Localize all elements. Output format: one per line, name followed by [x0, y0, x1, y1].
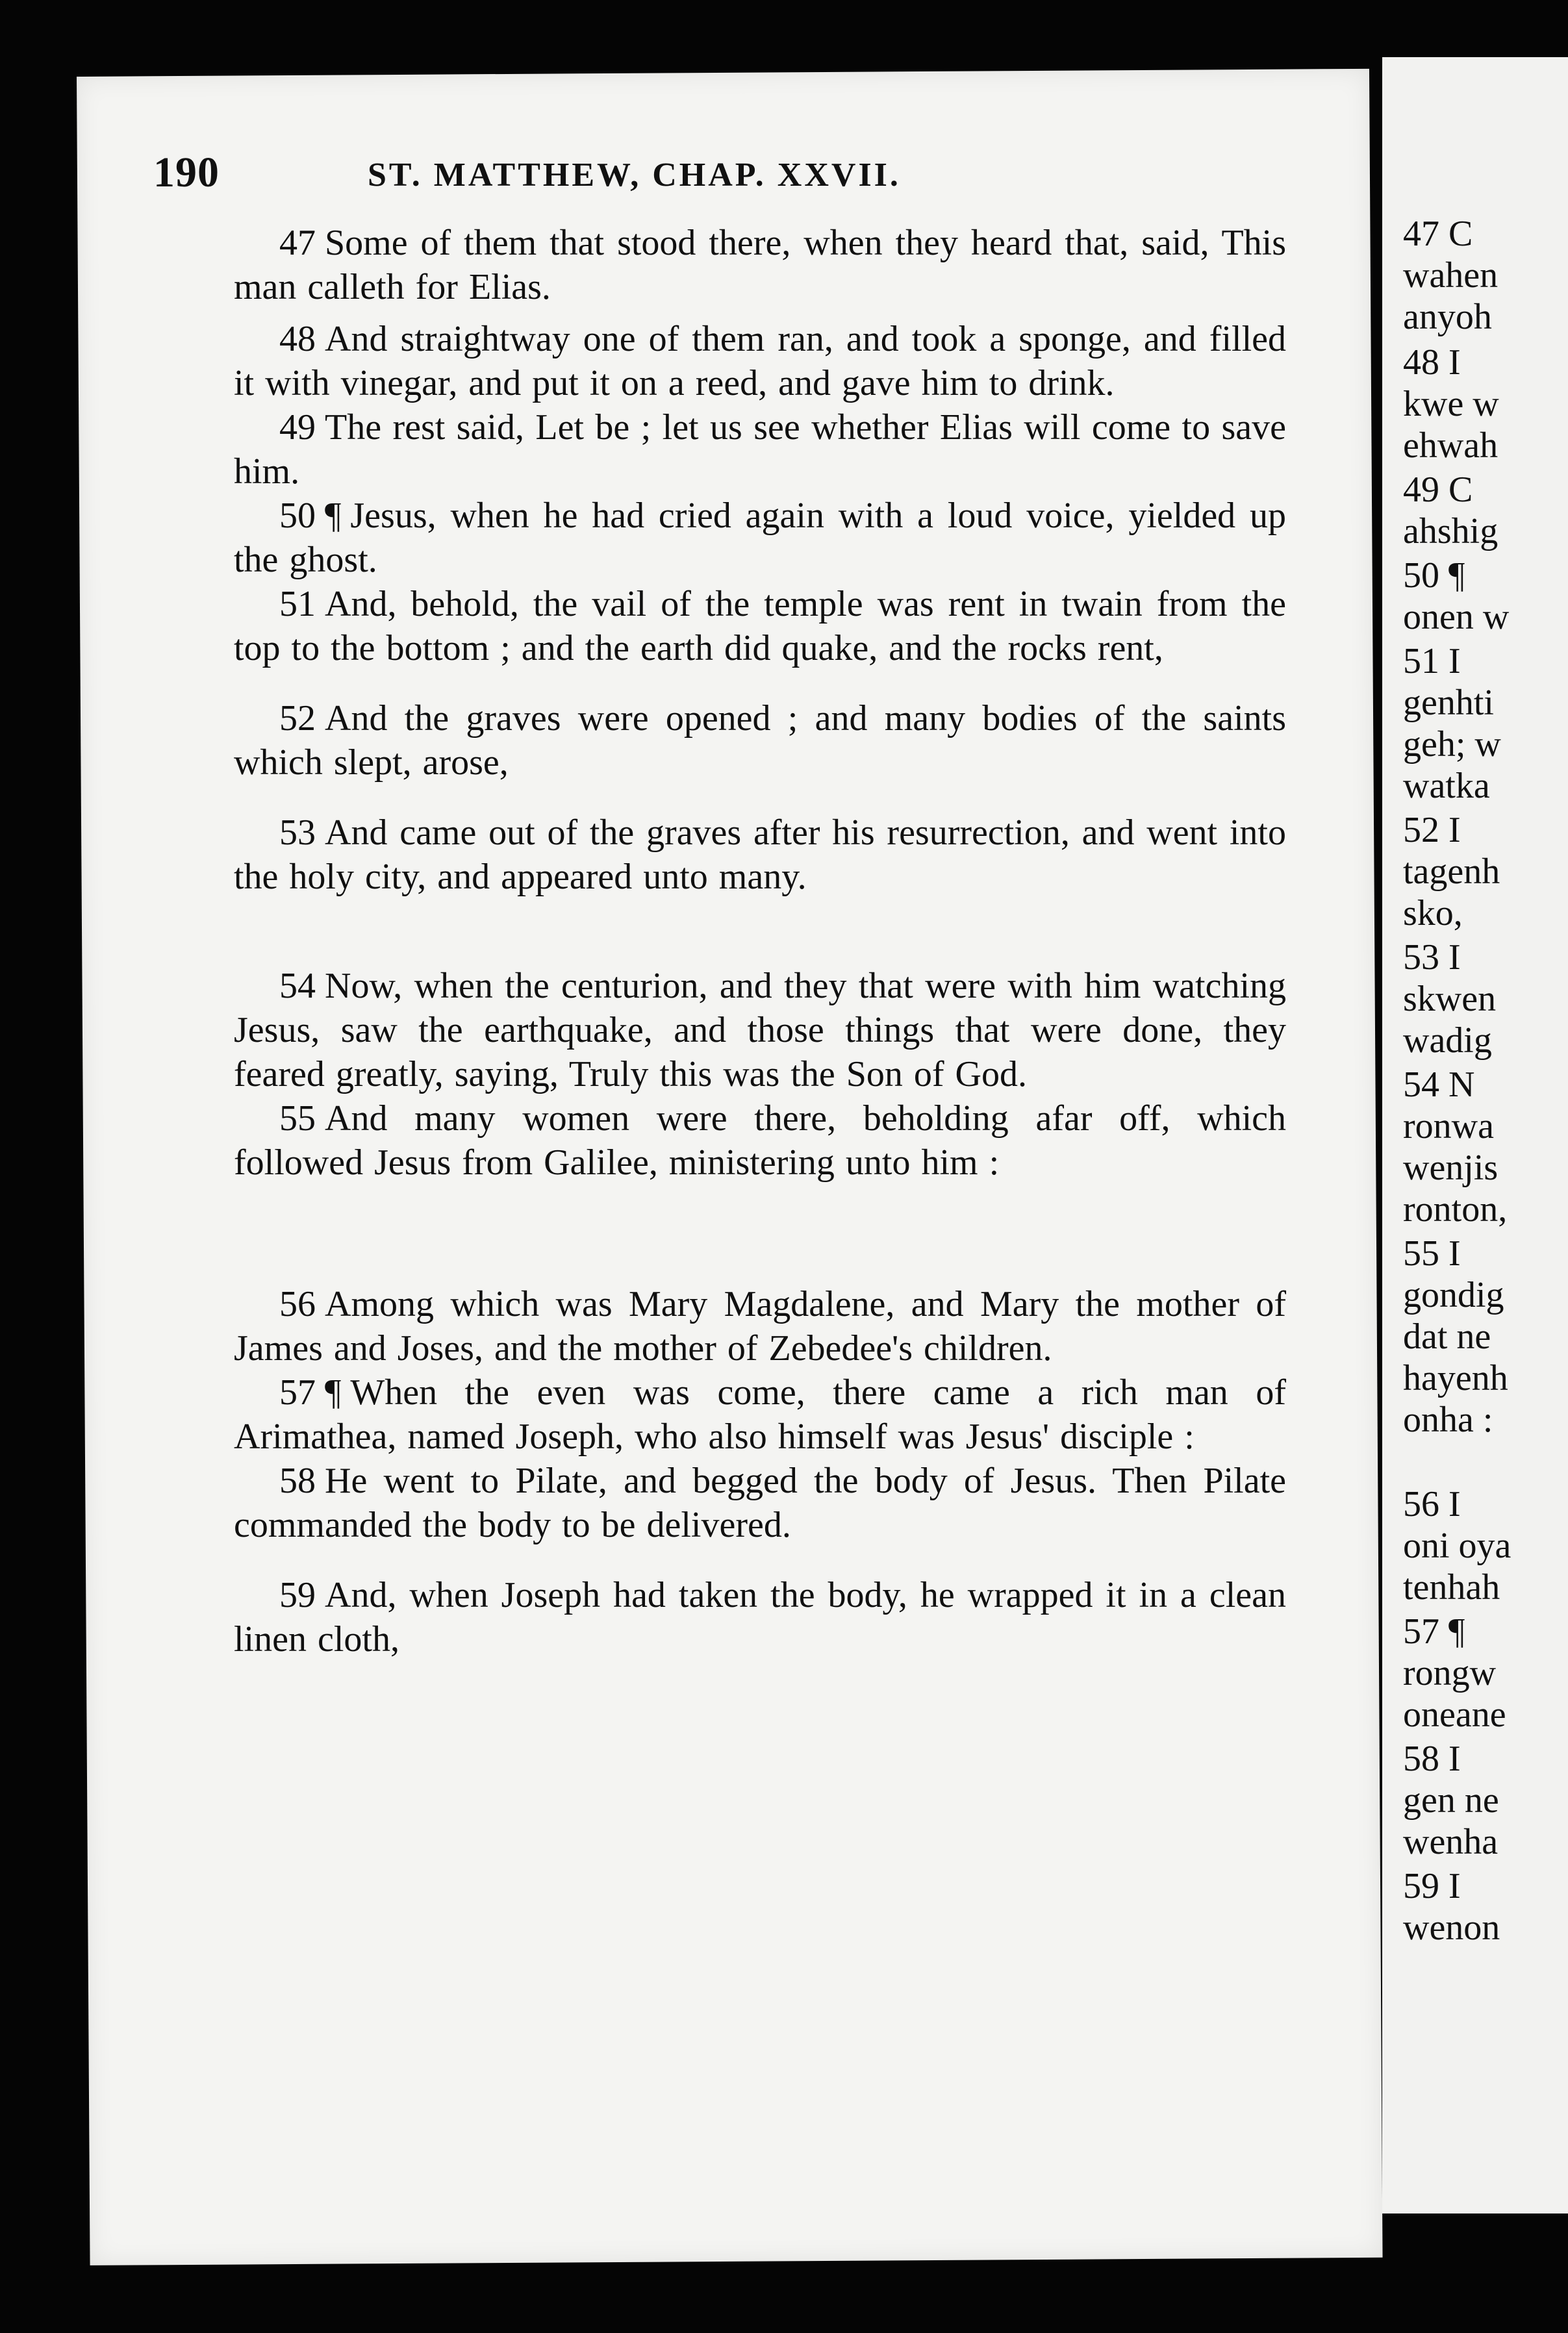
verse-text-block — [234, 221, 1286, 1661]
facing-line: 53 I — [1403, 937, 1461, 977]
facing-line: dat ne — [1403, 1317, 1491, 1357]
verse-number: 58 — [279, 1461, 316, 1501]
facing-line: 51 I — [1403, 641, 1461, 681]
facing-line: sko, — [1403, 893, 1463, 933]
facing-line: wenjis — [1403, 1148, 1498, 1188]
verse-52 — [234, 696, 1286, 785]
facing-line: 50 ¶ — [1403, 555, 1465, 596]
verse-number: 59 — [279, 1575, 316, 1615]
verse-48 — [234, 317, 1286, 405]
verse-number: 53 — [279, 813, 316, 853]
verse-number: 55 — [279, 1098, 316, 1139]
facing-page — [1382, 57, 1568, 2213]
verse-number: 56 — [279, 1284, 316, 1324]
facing-line: 55 I — [1403, 1233, 1461, 1274]
verse-59 — [234, 1573, 1286, 1661]
facing-line: 57 ¶ — [1403, 1611, 1465, 1652]
facing-line: rongw — [1403, 1653, 1497, 1693]
verse-number: 50 — [279, 496, 316, 536]
facing-line: anyoh — [1403, 297, 1492, 337]
verse-text: Some of them that stood there, when they heard that, said, This man calleth for Elias. — [234, 223, 1286, 307]
facing-line: ehwah — [1403, 425, 1498, 466]
verse-text: And many women were there, beholding afar off, which followed Jesus from Galilee, ministering unto him : — [234, 1098, 1286, 1183]
running-header — [153, 148, 1219, 200]
verse-number: 54 — [279, 966, 316, 1006]
facing-line: oneane — [1403, 1695, 1506, 1735]
facing-line: gen ne — [1403, 1780, 1499, 1821]
facing-line: 59 I — [1403, 1866, 1461, 1906]
verse-text: And came out of the graves after his resurrection, and went into the holy city, and appeared unto many. — [234, 813, 1286, 897]
verse-text: And straightway one of them ran, and took a sponge, and filled it with vinegar, and put it on a reed, and gave him to drink. — [234, 319, 1286, 403]
facing-line: wenon — [1403, 1908, 1500, 1948]
verse-text: Jesus, when he had cried again with a loud voice, yielded up the ghost. — [234, 496, 1286, 580]
verse-54 — [234, 964, 1286, 1096]
chapter-heading: ST. MATTHEW, CHAP. XXVII. — [368, 157, 901, 194]
facing-line: genhti — [1403, 683, 1494, 723]
facing-line: onen w — [1403, 597, 1510, 637]
facing-line: 52 I — [1403, 810, 1461, 850]
facing-line: skwen — [1403, 979, 1497, 1019]
verse-53 — [234, 811, 1286, 899]
facing-line: wahen — [1403, 255, 1498, 296]
facing-line: ahshig — [1403, 511, 1498, 551]
verse-number: 47 — [279, 223, 316, 263]
verse-number: 51 — [279, 584, 316, 624]
facing-line: gondig — [1403, 1275, 1504, 1315]
verse-number: 57 — [279, 1372, 316, 1413]
verse-text: He went to Pilate, and begged the body of Jesus. Then Pilate commanded the body to be delivered. — [234, 1461, 1286, 1545]
facing-line: 58 I — [1403, 1739, 1461, 1779]
verse-text: The rest said, Let be ; let us see whether Elias will come to save him. — [234, 407, 1286, 492]
verse-text: And, behold, the vail of the temple was rent in twain from the top to the bottom ; and the earth did quake, and the rocks rent, — [234, 584, 1286, 668]
facing-line: 48 I — [1403, 342, 1461, 383]
paragraph-mark: ¶ — [325, 1372, 342, 1413]
verse-56 — [234, 1282, 1286, 1370]
verse-number: 49 — [279, 407, 316, 448]
facing-line: 49 C — [1403, 470, 1473, 510]
verse-number: 52 — [279, 698, 316, 738]
facing-line: ronton, — [1403, 1189, 1508, 1230]
facing-line: tagenh — [1403, 851, 1500, 892]
facing-line: kwe w — [1403, 384, 1499, 424]
verse-text: And, when Joseph had taken the body, he wrapped it in a clean linen cloth, — [234, 1575, 1286, 1659]
verse-58 — [234, 1459, 1286, 1547]
verse-text: And the graves were opened ; and many bodies of the saints which slept, arose, — [234, 698, 1286, 783]
facing-line: geh; w — [1403, 724, 1501, 764]
verse-text: Now, when the centurion, and they that were with him watching Jesus, saw the earthquake, and those things that were done, they feared greatly, saying, Truly this was the Son of God. — [234, 966, 1286, 1094]
verse-number: 48 — [279, 319, 316, 359]
verse-50 — [234, 494, 1286, 582]
facing-line: wenha — [1403, 1822, 1498, 1862]
verse-text: Among which was Mary Magdalene, and Mary the mother of James and Joses, and the mother of Zebedee's children. — [234, 1284, 1286, 1368]
facing-line: 54 N — [1403, 1065, 1475, 1105]
verse-49 — [234, 405, 1286, 494]
verse-51 — [234, 582, 1286, 670]
facing-line: watka — [1403, 766, 1490, 806]
verse-55 — [234, 1096, 1286, 1185]
facing-line: oni oya — [1403, 1526, 1511, 1566]
page-number: 190 — [153, 149, 220, 196]
facing-line: tenhah — [1403, 1567, 1500, 1608]
facing-line: 56 I — [1403, 1484, 1461, 1524]
verse-text: When the even was come, there came a rich man of Arimathea, named Joseph, who also himself was Jesus' disciple : — [234, 1372, 1286, 1457]
facing-line: 47 C — [1403, 214, 1473, 254]
facing-line: hayenh — [1403, 1358, 1508, 1398]
verse-57 — [234, 1370, 1286, 1459]
verse-47 — [234, 221, 1286, 309]
paragraph-mark: ¶ — [325, 496, 342, 536]
facing-line: wadig — [1403, 1020, 1492, 1061]
facing-line: ronwa — [1403, 1106, 1494, 1146]
facing-line: onha : — [1403, 1400, 1493, 1440]
